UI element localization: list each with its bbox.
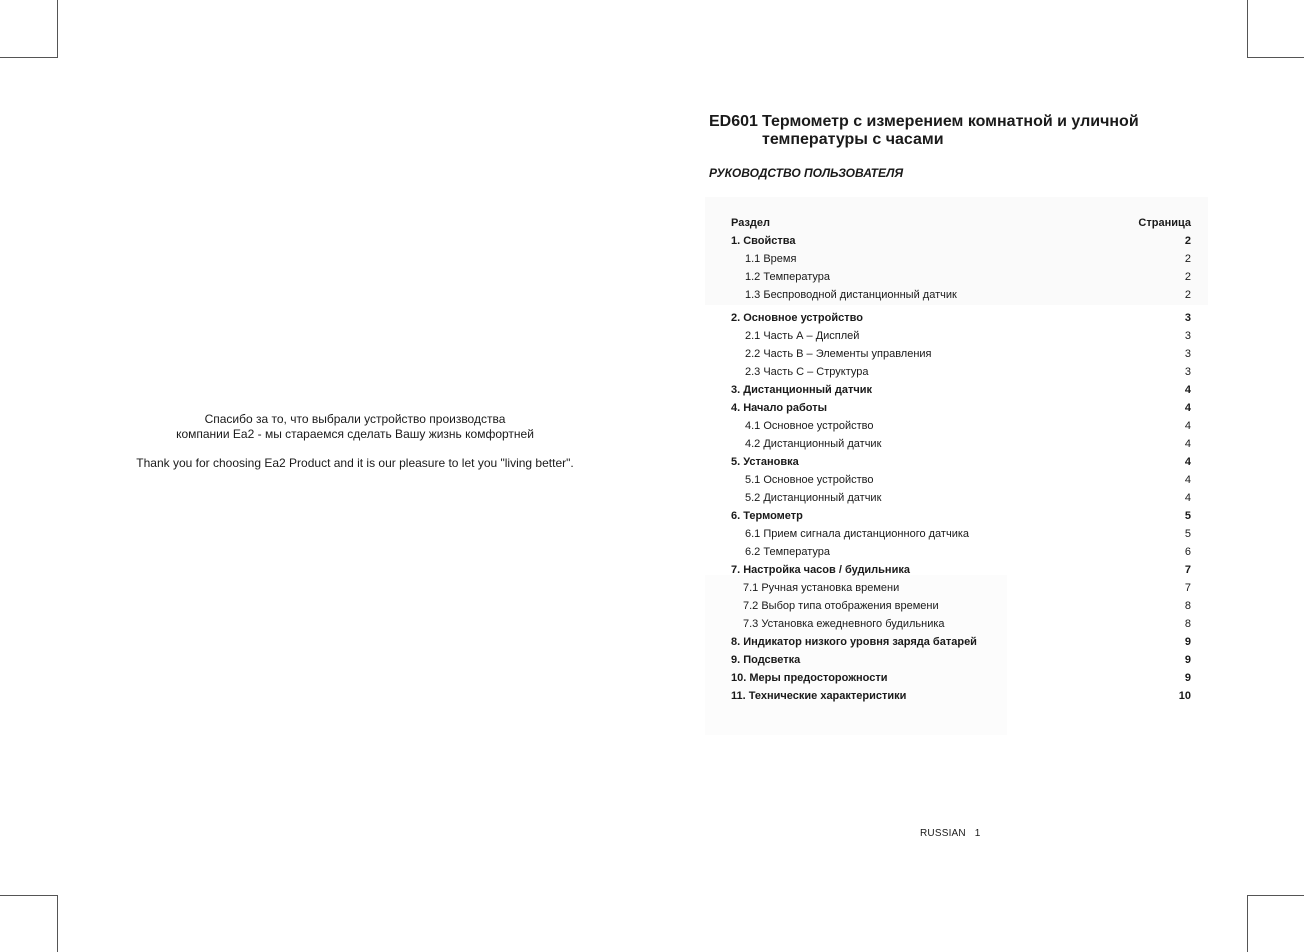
- toc-label: 2.3 Часть С – Структура: [745, 366, 869, 378]
- toc-page: 2: [1184, 271, 1191, 283]
- toc-page: 4: [1184, 474, 1191, 486]
- toc-row: [731, 268, 1191, 286]
- toc-label: 6.1 Прием сигнала дистанционного датчика: [745, 528, 970, 540]
- toc-label: 7.1 Ручная установка времени: [743, 582, 900, 594]
- toc-page: 3: [1184, 312, 1191, 324]
- toc-page: 9: [1184, 636, 1191, 648]
- toc-row: [731, 543, 1191, 561]
- toc-label: 11. Технические характеристики: [731, 690, 907, 702]
- toc-page: 2: [1184, 235, 1191, 247]
- toc-row: [731, 327, 1191, 345]
- toc-page: 4: [1184, 456, 1191, 468]
- toc-page: 2: [1184, 289, 1191, 301]
- toc-row: [731, 435, 1191, 453]
- toc-page: 4: [1184, 384, 1191, 396]
- toc-page: 3: [1184, 348, 1191, 360]
- toc-label: 3. Дистанционный датчик: [731, 384, 872, 396]
- toc-label: 5.2 Дистанционный датчик: [745, 492, 882, 504]
- toc-row: [731, 286, 1191, 304]
- toc-row: [731, 381, 1191, 399]
- toc-row: [731, 597, 1191, 615]
- toc-page: 5: [1184, 510, 1191, 522]
- toc-page: 10: [1178, 690, 1191, 702]
- toc-row: [731, 525, 1191, 543]
- toc-label: 5. Установка: [731, 456, 799, 468]
- toc-row: [731, 417, 1191, 435]
- toc-page: 6: [1184, 546, 1191, 558]
- toc-label: 9. Подсветка: [731, 654, 801, 666]
- toc-row: [731, 453, 1191, 471]
- toc-label: 4.2 Дистанционный датчик: [745, 438, 882, 450]
- footer-language: RUSSIAN: [920, 828, 966, 839]
- crop-mark-bottom-right: [1247, 895, 1304, 952]
- toc-label: 10. Меры предосторожности: [731, 672, 888, 684]
- toc-label: 1.1 Время: [745, 253, 797, 265]
- toc-label: 1.3 Беспроводной дистанционный датчик: [745, 289, 957, 301]
- toc-row: [731, 232, 1191, 250]
- manual-subtitle: РУКОВОДСТВО ПОЛЬЗОВАТЕЛЯ: [709, 166, 904, 180]
- toc-page: 3: [1184, 366, 1191, 378]
- thank-you-ru-line-2: компании Ea2 - мы стараемся сделать Вашу жизнь комфортней: [176, 427, 534, 441]
- toc-page: 7: [1184, 564, 1191, 576]
- crop-mark-top-left: [0, 0, 58, 58]
- toc-label: 1.2 Температура: [745, 271, 830, 283]
- toc-page: 3: [1184, 330, 1191, 342]
- toc-row: [731, 363, 1191, 381]
- toc-label: 4.1 Основное устройство: [745, 420, 874, 432]
- toc-label: 6.2 Температура: [745, 546, 830, 558]
- toc-row: [731, 507, 1191, 525]
- toc-label: 1. Свойства: [731, 235, 796, 247]
- toc-label: 2.2 Часть В – Элементы управления: [745, 348, 932, 360]
- toc-page: 4: [1184, 438, 1191, 450]
- toc-row: [731, 615, 1191, 633]
- title-line-2: температуры с часами: [762, 131, 944, 148]
- toc-page: 2: [1184, 253, 1191, 265]
- toc-label: 5.1 Основное устройство: [745, 474, 874, 486]
- toc-row: [731, 309, 1191, 327]
- toc-header: [731, 214, 1191, 232]
- toc-row: [731, 471, 1191, 489]
- thank-you-ru-line-1: Спасибо за то, что выбрали устройство производства: [204, 412, 506, 426]
- toc-row: [731, 489, 1191, 507]
- toc-page: 7: [1184, 582, 1191, 594]
- table-of-contents: [731, 214, 1191, 705]
- toc-row: [731, 651, 1191, 669]
- toc-page: 9: [1184, 654, 1191, 666]
- toc-label: 8. Индикатор низкого уровня заряда батарей: [731, 636, 977, 648]
- toc-row: [731, 250, 1191, 268]
- toc-header-page: Страница: [1138, 217, 1191, 229]
- toc-row: [731, 633, 1191, 651]
- toc-page: 8: [1184, 618, 1191, 630]
- toc-row: [731, 399, 1191, 417]
- toc-row: [731, 687, 1191, 705]
- toc-label: 4. Начало работы: [731, 402, 827, 414]
- toc-page: 4: [1184, 402, 1191, 414]
- title-line-1: Термометр с измерением комнатной и уличной: [762, 113, 1139, 130]
- toc-page: 4: [1184, 420, 1191, 432]
- toc-page: 4: [1184, 492, 1191, 504]
- thank-you-russian: [110, 412, 600, 442]
- toc-label: 2. Основное устройство: [731, 312, 863, 324]
- toc-header-section: Раздел: [731, 217, 770, 229]
- page-title: [762, 113, 1182, 149]
- model-code: ED601: [709, 113, 758, 130]
- toc-label: 7.3 Установка ежедневного будильника: [743, 618, 945, 630]
- toc-row: [731, 579, 1191, 597]
- page-footer: [920, 828, 981, 839]
- toc-label: 7. Настройка часов / будильника: [731, 564, 910, 576]
- toc-row: [731, 345, 1191, 363]
- toc-row: [731, 669, 1191, 687]
- thank-you-english: Thank you for choosing Ea2 Product and it is our pleasure to let you "living better".: [136, 456, 574, 470]
- toc-page: 5: [1184, 528, 1191, 540]
- toc-label: 2.1 Часть А – Дисплей: [745, 330, 860, 342]
- toc-page: 9: [1184, 672, 1191, 684]
- crop-mark-bottom-left: [0, 895, 58, 952]
- crop-mark-top-right: [1247, 0, 1304, 58]
- toc-row: [731, 561, 1191, 579]
- footer-page-number: 1: [974, 828, 981, 839]
- toc-label: 7.2 Выбор типа отображения времени: [743, 600, 939, 612]
- toc-label: 6. Термометр: [731, 510, 803, 522]
- toc-page: 8: [1184, 600, 1191, 612]
